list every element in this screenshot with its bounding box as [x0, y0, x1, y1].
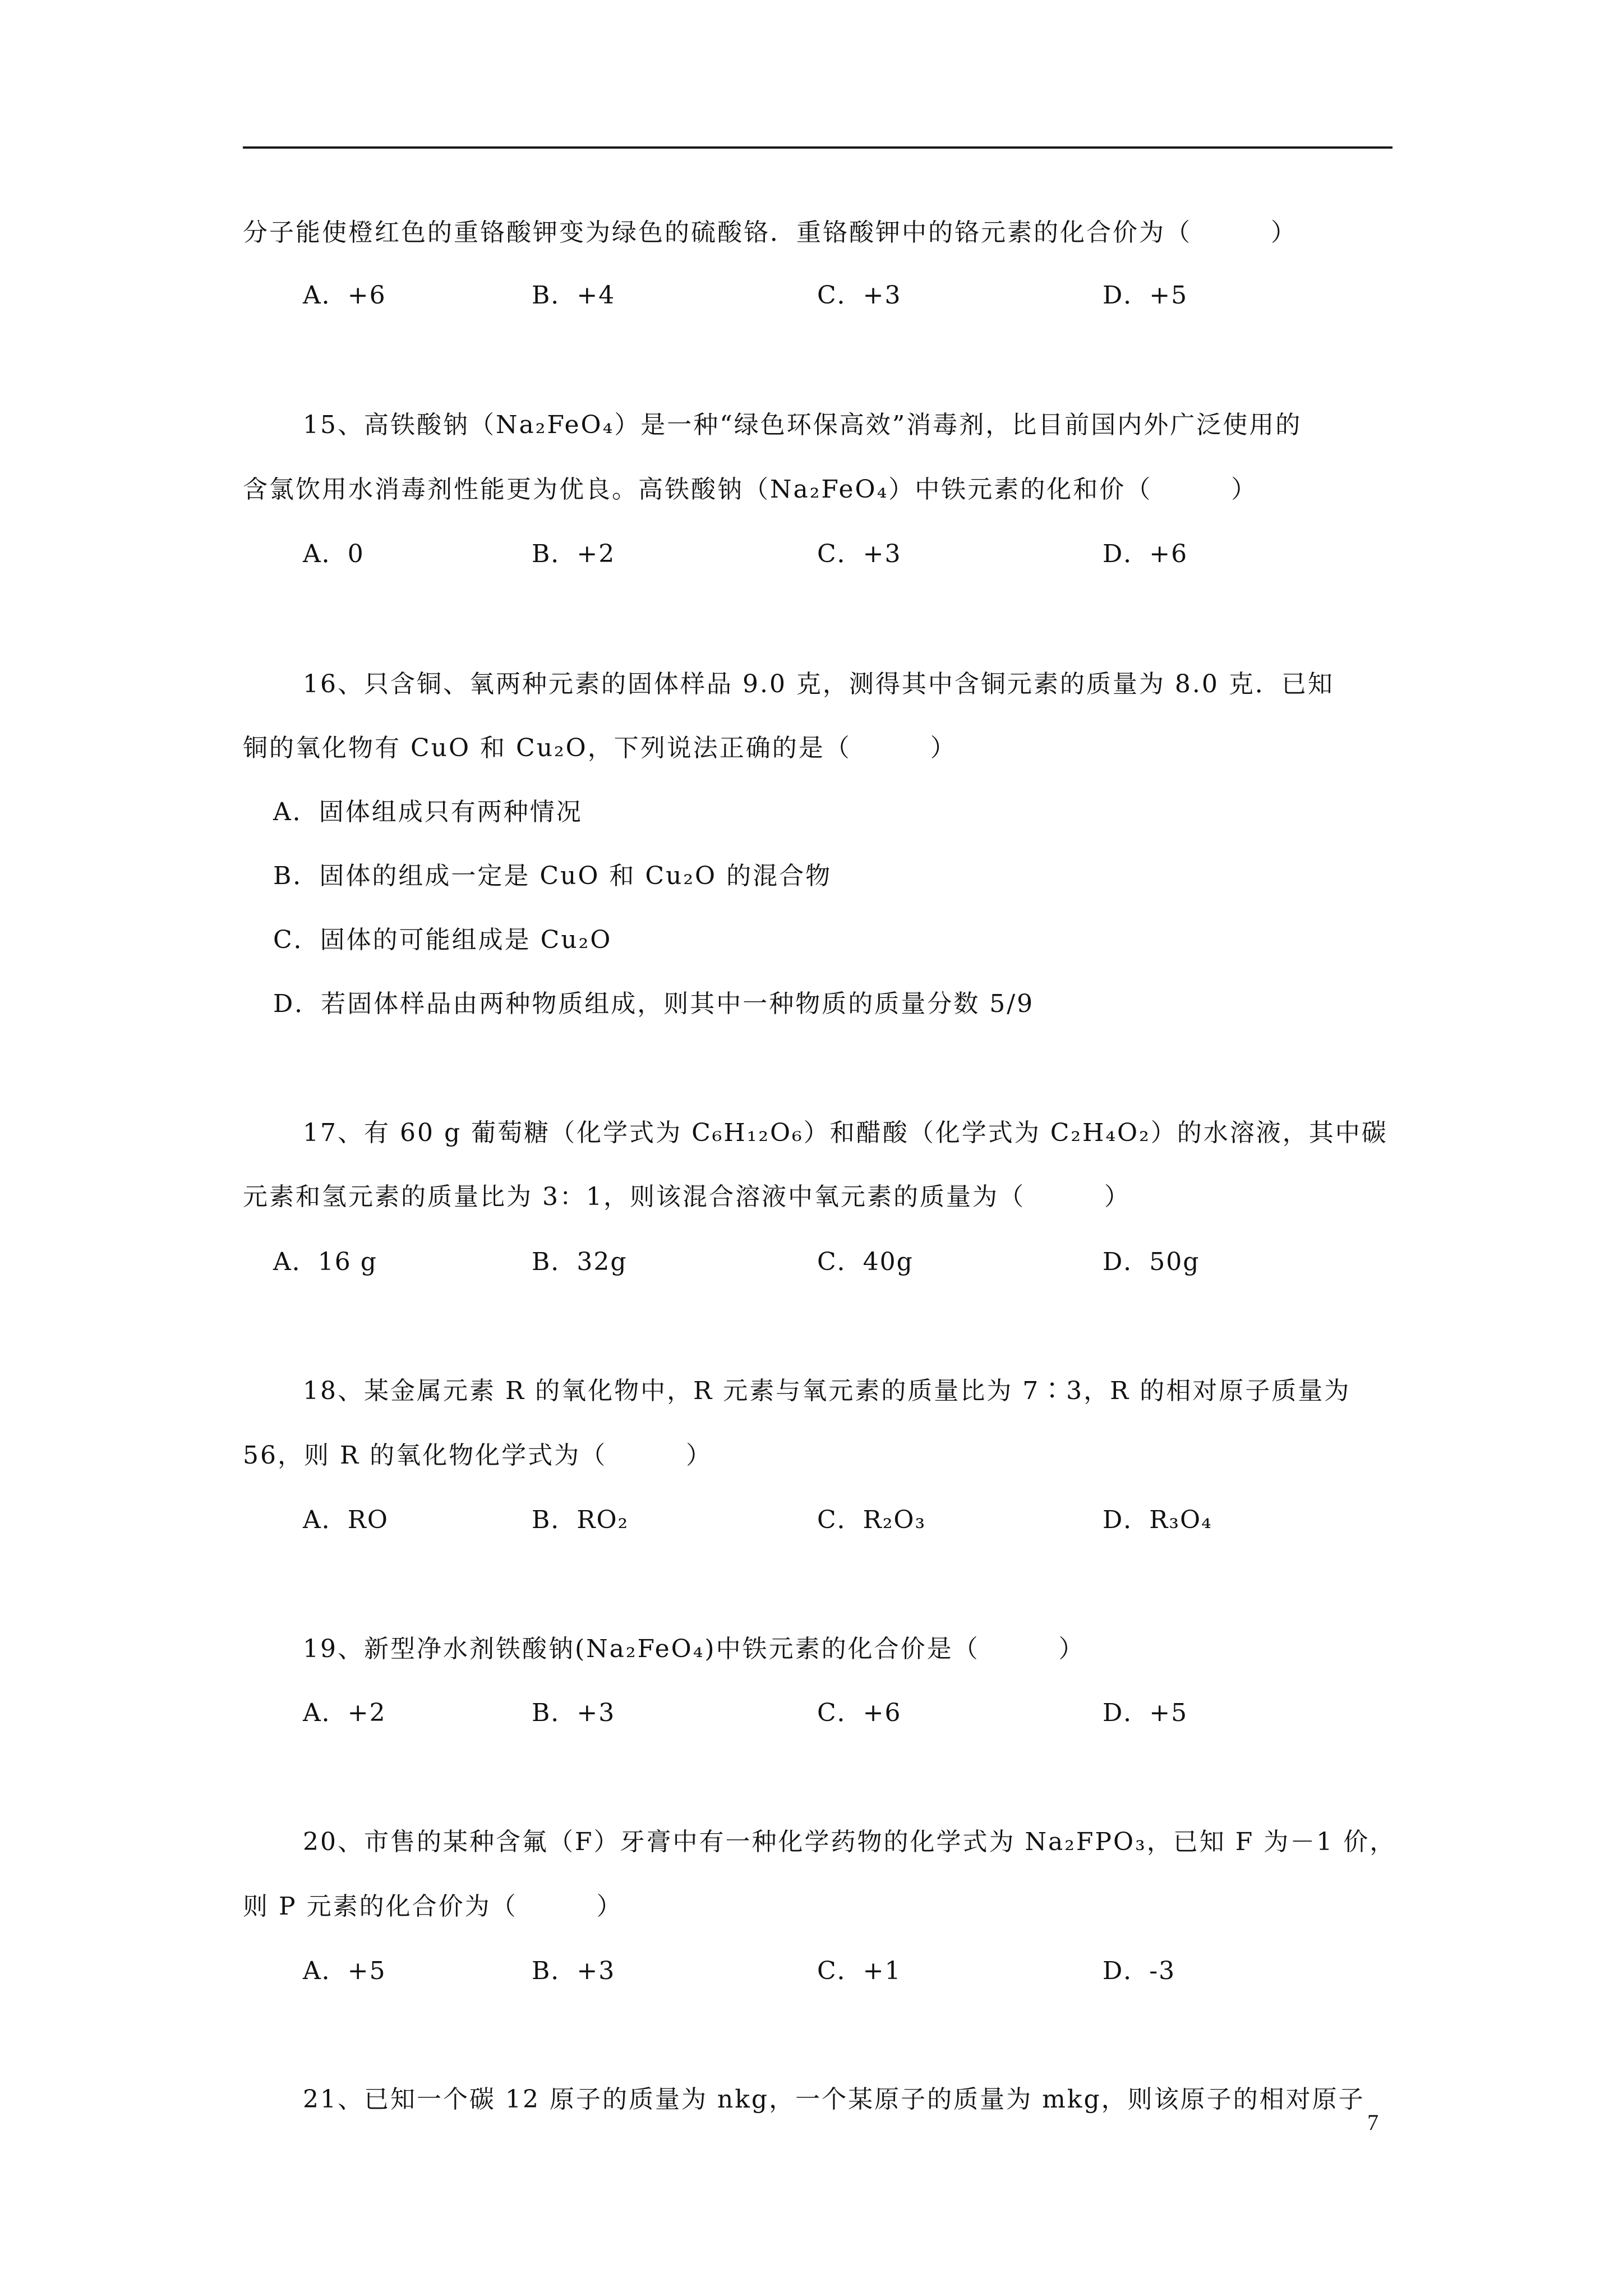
q17-option-d: D．50g: [1103, 1248, 1200, 1276]
q18-option-c: C．R₂O₃: [817, 1506, 926, 1534]
q16-option-b: B．固体的组成一定是 CuO 和 Cu₂O 的混合物: [273, 862, 832, 890]
q17-text-line-1: 17、有 60 g 葡萄糖（化学式为 C₆H₁₂O₆）和醋酸（化学式为 C₂H₄O₂）的水溶液，其中碳: [303, 1119, 1388, 1147]
q19-option-d: D．+5: [1103, 1699, 1188, 1727]
q15-text-line-2: 含氯饮用水消毒剂性能更为优良。高铁酸钠（Na₂FeO₄）中铁元素的化和价（ ）: [243, 475, 1258, 504]
q17-option-a: A．16 g: [273, 1248, 377, 1276]
q21-text-line-1: 21、已知一个碳 12 原子的质量为 nkg，一个某原子的质量为 mkg，则该原子的相对原子: [303, 2085, 1365, 2114]
q15-option-c: C．+3: [817, 540, 902, 568]
q14-option-b: B．+4: [532, 281, 616, 310]
q14-option-d: D．+5: [1103, 281, 1188, 310]
q15-text-line-1: 15、高铁酸钠（Na₂FeO₄）是一种“绿色环保高效”消毒剂，比目前国内外广泛使用的: [303, 411, 1302, 439]
q19-option-a: A．+2: [303, 1699, 386, 1727]
q16-text-line-2: 铜的氧化物有 CuO 和 Cu₂O，下列说法正确的是（ ）: [243, 734, 957, 762]
q18-text-line-1: 18、某金属元素 R 的氧化物中，R 元素与氧元素的质量比为 7∶3，R 的相对原子质量为: [303, 1377, 1351, 1405]
q15-option-b: B．+2: [532, 540, 616, 568]
q14-option-c: C．+3: [817, 281, 902, 310]
q16-option-a: A．固体组成只有两种情况: [273, 798, 583, 826]
q20-option-d: D．-3: [1103, 1957, 1176, 1985]
q16-text-line-1: 16、只含铜、氧两种元素的固体样品 9.0 克，测得其中含铜元素的质量为 8.0 克．已知: [303, 670, 1334, 698]
q14-text-line: 分子能使橙红色的重铬酸钾变为绿色的硫酸铬．重铬酸钾中的铬元素的化合价为（ ）: [243, 218, 1297, 247]
q19-option-b: B．+3: [532, 1699, 616, 1727]
q20-option-a: A．+5: [303, 1957, 386, 1985]
q18-option-a: A．RO: [303, 1506, 389, 1534]
page-number: 7: [1367, 2110, 1378, 2135]
q20-text-line-2: 则 P 元素的化合价为（ ）: [243, 1892, 623, 1921]
q18-option-b: B．RO₂: [532, 1506, 629, 1534]
q20-option-b: B．+3: [532, 1957, 616, 1985]
q17-text-line-2: 元素和氢元素的质量比为 3：1，则该混合溶液中氧元素的质量为（ ）: [243, 1182, 1131, 1211]
q19-option-c: C．+6: [817, 1699, 902, 1727]
q18-text-line-2: 56，则 R 的氧化物化学式为（ ）: [243, 1441, 713, 1470]
q19-text-line-1: 19、新型净水剂铁酸钠(Na₂FeO₄)中铁元素的化合价是（ ）: [303, 1635, 1085, 1663]
q16-option-c: C．固体的可能组成是 Cu₂O: [273, 926, 612, 954]
q20-text-line-1: 20、市售的某种含氟（F）牙膏中有一种化学药物的化学式为 Na₂FPO₃，已知 F 为－1 价，: [303, 1828, 1396, 1856]
q20-option-c: C．+1: [817, 1957, 902, 1985]
q16-option-d: D．若固体样品由两种物质组成，则其中一种物质的质量分数 5/9: [273, 990, 1035, 1018]
q17-option-b: B．32g: [532, 1248, 628, 1276]
q15-option-d: D．+6: [1103, 540, 1188, 568]
q14-option-a: A．+6: [303, 281, 386, 310]
q15-option-a: A．0: [303, 540, 365, 568]
q17-option-c: C．40g: [817, 1248, 914, 1276]
q18-option-d: D．R₃O₄: [1103, 1506, 1212, 1534]
header-rule: [243, 146, 1393, 149]
